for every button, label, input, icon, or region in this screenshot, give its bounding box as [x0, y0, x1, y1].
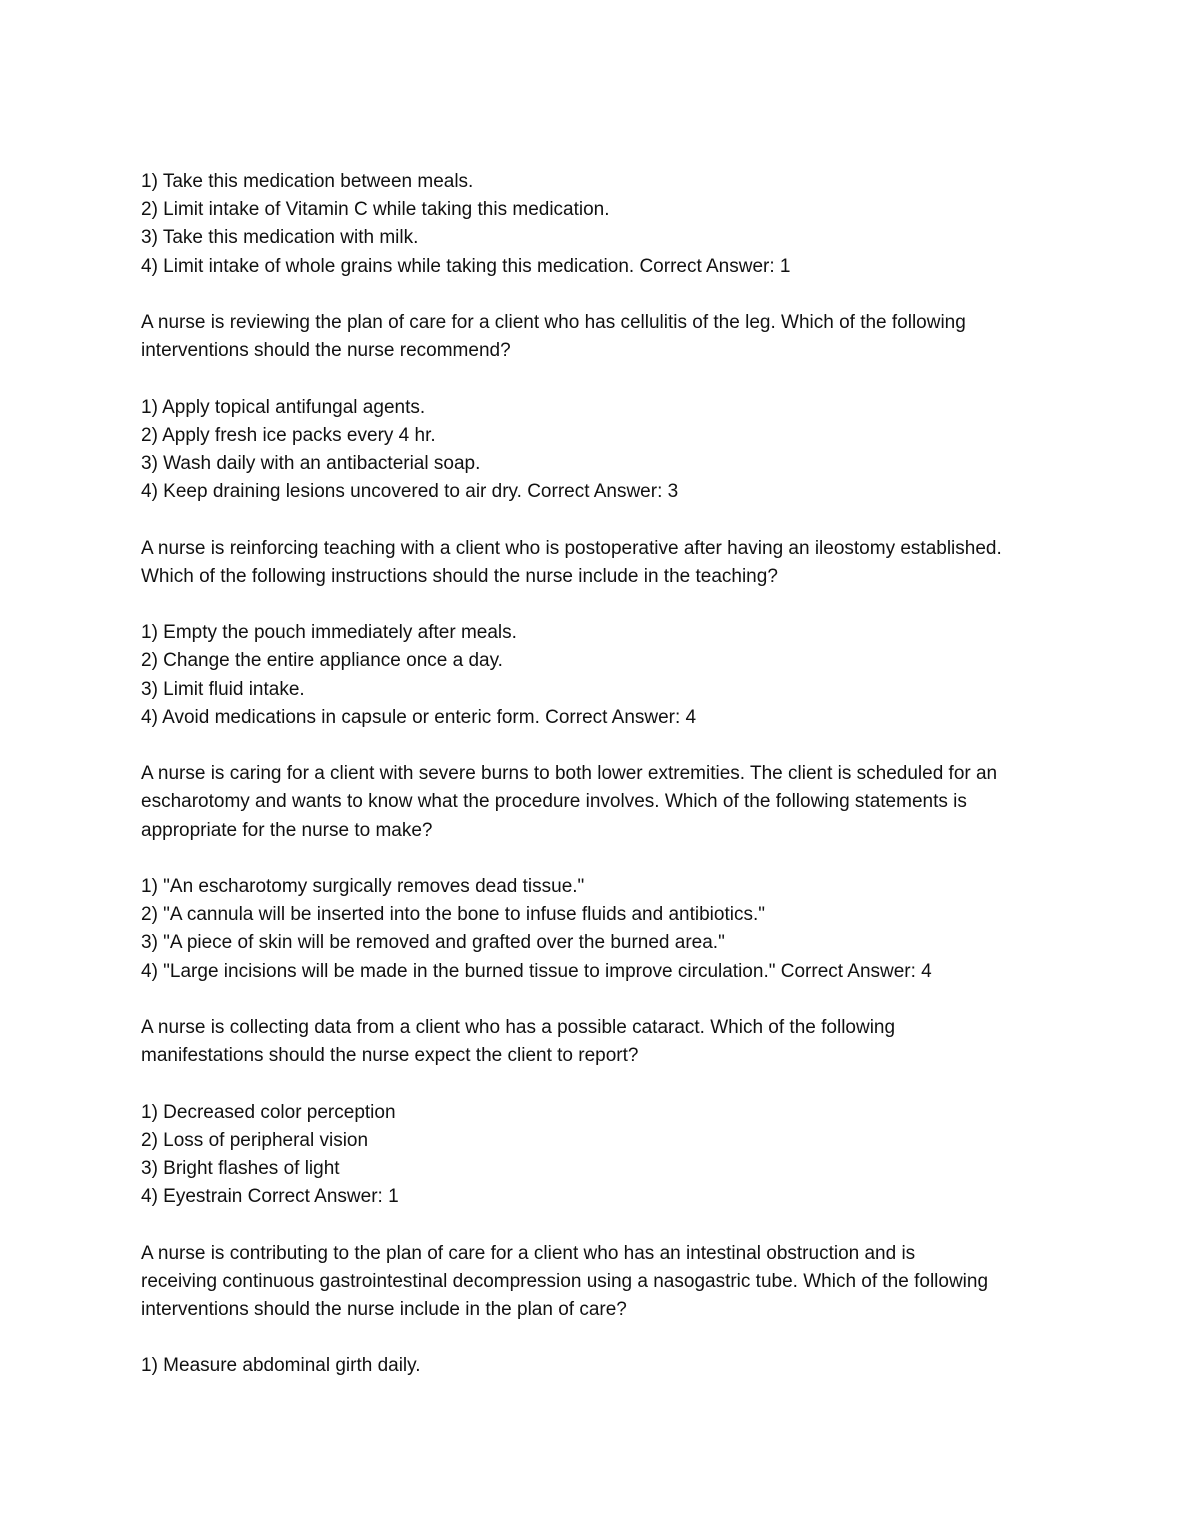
q6-text-line-2: receiving continuous gastrointestinal decompression using a nasogastric tube. Which of the following: [141, 1270, 989, 1292]
q3-text-line-2: Which of the following instructions should the nurse include in the teaching?: [141, 565, 778, 587]
spacer: [141, 1324, 1051, 1352]
q2-option-4-answer: 4) Keep draining lesions uncovered to air dry. Correct Answer: 3: [141, 481, 679, 503]
q5-option-4-answer: 4) Eyestrain Correct Answer: 1: [141, 1186, 399, 1208]
q3-option-4-answer: 4) Avoid medications in capsule or enteric form. Correct Answer: 4: [141, 706, 697, 728]
q3-option-2: 2) Change the entire appliance once a day.: [141, 650, 503, 672]
q1-option-4-answer: 4) Limit intake of whole grains while taking this medication. Correct Answer: 1: [141, 255, 791, 277]
q6-text-line-1: A nurse is contributing to the plan of care for a client who has an intestinal obstruction and is: [141, 1242, 916, 1264]
q2-text-line-1: A nurse is reviewing the plan of care for a client who has cellulitis of the leg. Which of the following: [141, 312, 966, 333]
q2-text-line-2: interventions should the nurse recommend?: [141, 340, 511, 362]
spacer: [141, 591, 1051, 619]
spacer: [141, 986, 1051, 1014]
q6-option-1: 1) Measure abdominal girth daily.: [141, 1355, 421, 1377]
q3-option-3: 3) Limit fluid intake.: [141, 678, 305, 700]
q5-option-3: 3) Bright flashes of light: [141, 1157, 340, 1179]
q4-option-4-answer: 4) "Large incisions will be made in the burned tissue to improve circulation." Correct Answer: 4: [141, 960, 932, 982]
spacer: [141, 1211, 1051, 1239]
q4-option-1: 1) "An escharotomy surgically removes dead tissue.": [141, 875, 585, 897]
q3-text-line-1: A nurse is reinforcing teaching with a client who is postoperative after having an ileostomy established.: [141, 537, 1002, 559]
spacer: [141, 845, 1051, 873]
q3-option-1: 1) Empty the pouch immediately after meals.: [141, 622, 517, 644]
q2-option-2: 2) Apply fresh ice packs every 4 hr.: [141, 424, 436, 446]
q4-text-line-3: appropriate for the nurse to make?: [141, 819, 433, 841]
q1-option-2: 2) Limit intake of Vitamin C while taking this medication.: [141, 199, 610, 221]
page-content: [141, 168, 1051, 1381]
q6-text-line-3: interventions should the nurse include in the plan of care?: [141, 1298, 627, 1320]
q2-option-3: 3) Wash daily with an antibacterial soap.: [141, 453, 481, 474]
q5-option-1: 1) Decreased color perception: [141, 1101, 396, 1123]
spacer: [141, 732, 1051, 760]
q5-option-2: 2) Loss of peripheral vision: [141, 1129, 369, 1151]
q4-text-line-1: A nurse is caring for a client with severe burns to both lower extremities. The client is scheduled for an: [141, 763, 998, 785]
q4-text-line-2: escharotomy and wants to know what the procedure involves. Which of the following statements is: [141, 791, 967, 813]
q4-option-3: 3) "A piece of skin will be removed and grafted over the burned area.": [141, 932, 725, 954]
q2-option-1: 1) Apply topical antifungal agents.: [141, 396, 426, 418]
q5-text-line-2: manifestations should the nurse expect the client to report?: [141, 1045, 639, 1067]
spacer: [141, 1070, 1051, 1098]
spacer: [141, 281, 1051, 309]
q1-option-1: 1) Take this medication between meals.: [141, 171, 474, 192]
spacer: [141, 365, 1051, 393]
q5-text-line-1: A nurse is collecting data from a client who has a possible cataract. Which of the following: [141, 1016, 896, 1038]
spacer: [141, 506, 1051, 534]
q1-option-3: 3) Take this medication with milk.: [141, 227, 419, 249]
q4-option-2: 2) "A cannula will be inserted into the bone to infuse fluids and antibiotics.": [141, 904, 765, 926]
